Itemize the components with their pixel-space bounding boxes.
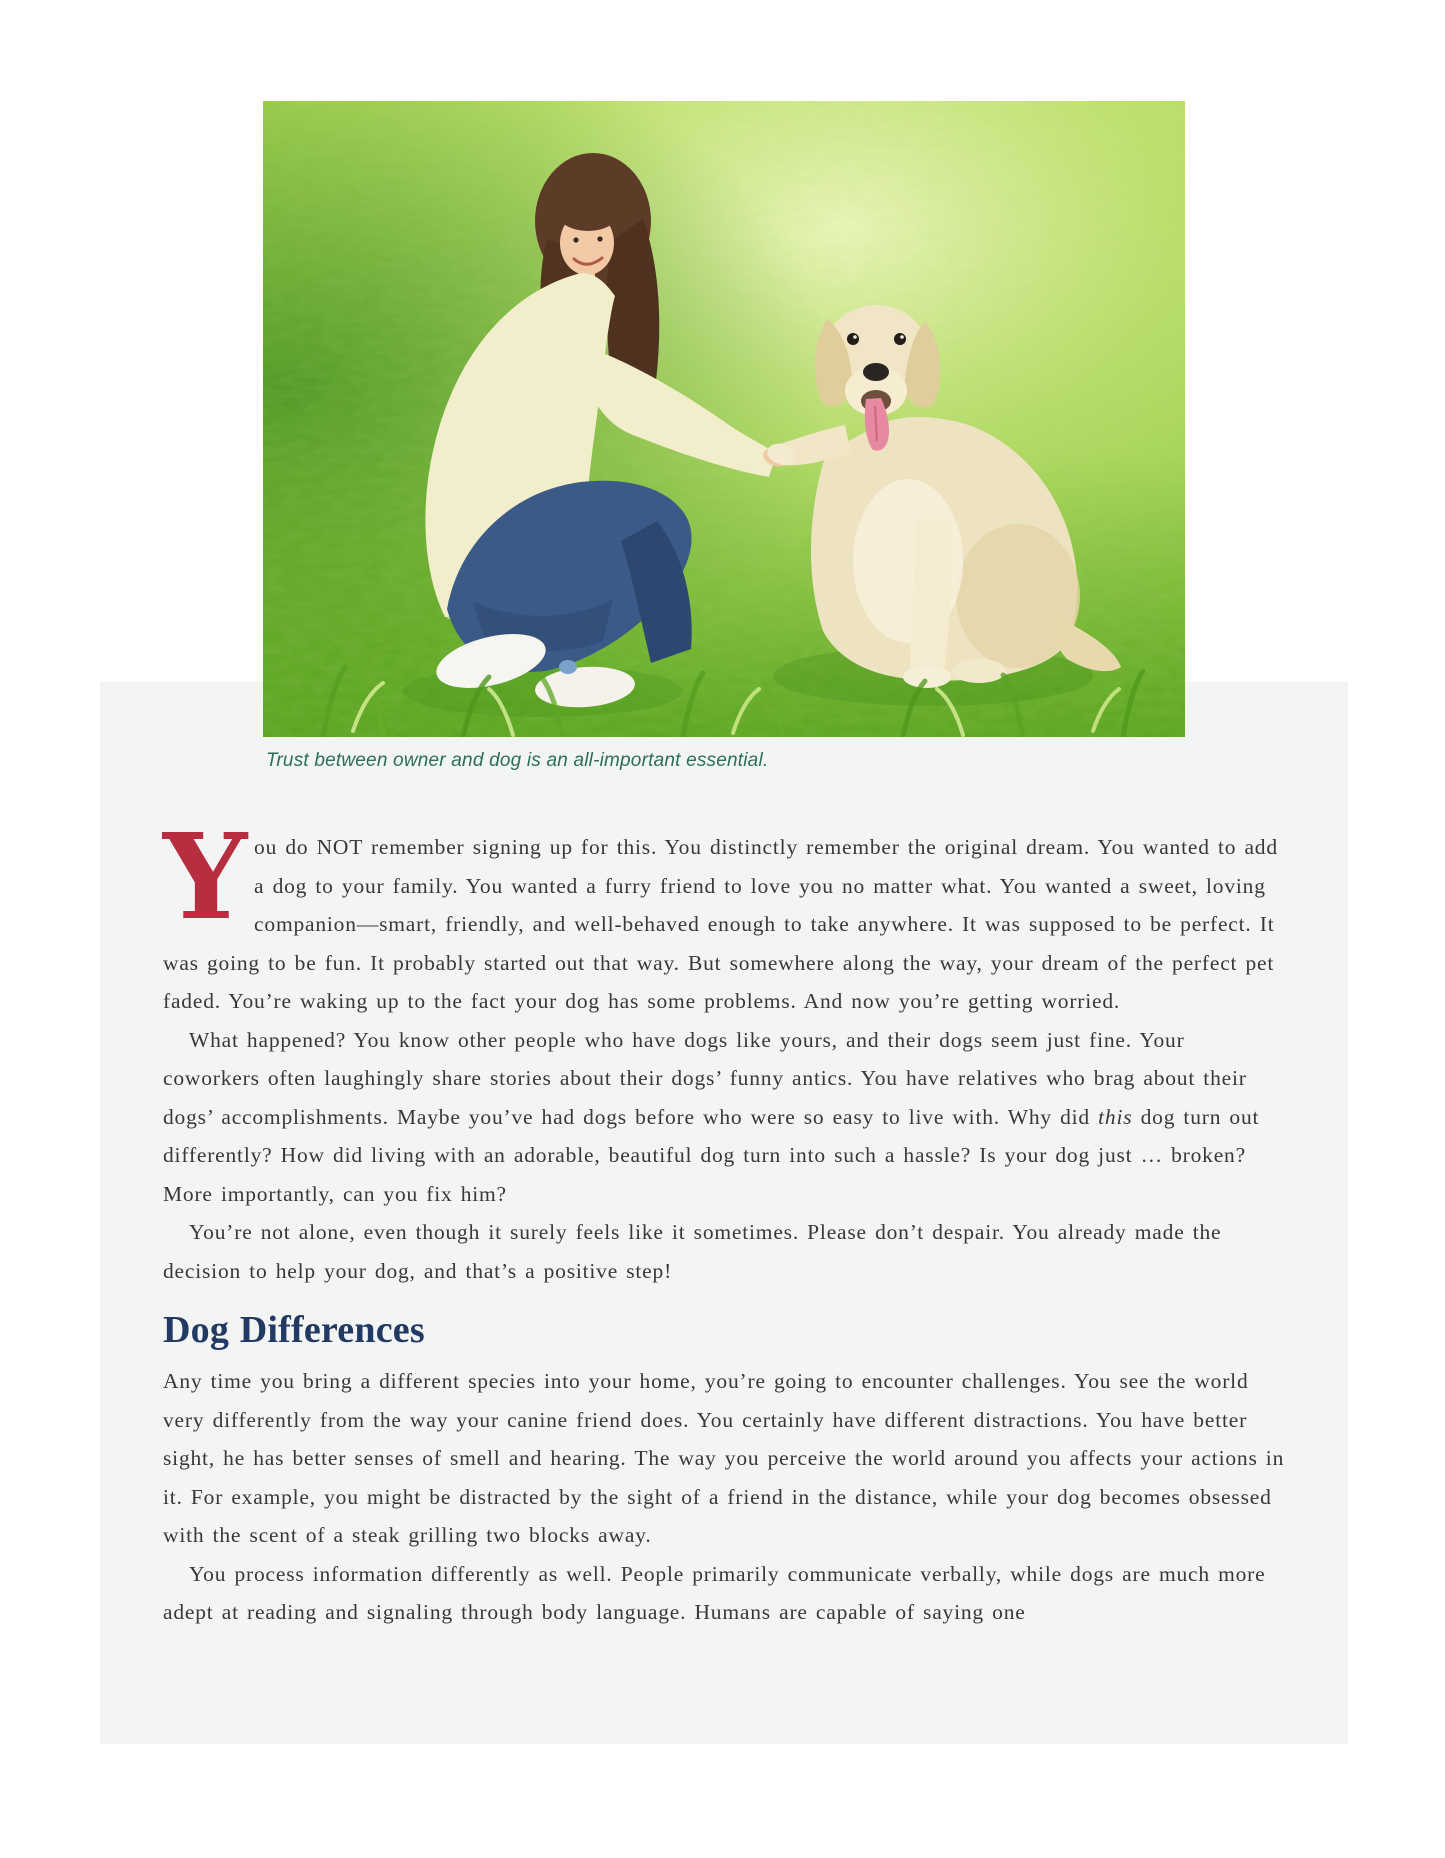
paragraph-1: [163, 807, 1285, 1021]
section-heading: Dog Differences: [163, 1309, 425, 1351]
article-body: [163, 807, 1285, 1632]
paragraph-1-text: ou do NOT remember signing up for this. You distinctly remember the original dream. You wanted to add a dog to your family. You wanted a furry friend to love you no matter what. You wanted a sweet, loving companion—smart, friendly, and well-behaved enough to take anywhere. It was supposed to be perfect. It was going to be fun. It probably started out that way. But somewhere along the way, your dream of the perfect pet faded. You’re waking up to the fact your dog has some problems. And now you’re getting worried.: [163, 835, 1278, 1013]
paragraph-4: Any time you bring a different species into your home, you’re going to encounter challenges. You see the world very differently from the way your canine friend does. You certainly have different distractions. You have better sight, he has better senses of smell and hearing. The way you perceive the world around you affects your actions in it. For example, you might be distracted by the sight of a friend in the distance, while your dog becomes obsessed with the scent of a steak grilling two blocks away.: [163, 1369, 1285, 1547]
paragraph-2-post: dog turn out differently? How did living with an adorable, beautiful dog turn into such a hassle? Is your dog just … broken? More importantly, can you fix him?: [163, 1104, 1260, 1206]
photo-illustration: [263, 101, 1185, 737]
photo-figure: [263, 101, 1185, 737]
dropcap-letter: Y: [163, 807, 249, 946]
paragraph-2-pre: What happened? You know other people who have dogs like yours, and their dogs seem just fine. Your coworkers often laughingly share stories about their dogs’ funny antics. You have relatives who brag about their dogs’ accomplishments. Maybe you’ve had dogs before who were so easy to live with. Why did: [163, 1027, 1247, 1129]
paragraph-2-emphasis: this: [1098, 1104, 1133, 1129]
paragraph-2: [163, 1021, 1285, 1214]
figure-caption: Trust between owner and dog is an all-important essential.: [266, 750, 769, 771]
paragraph-3: You’re not alone, even though it surely feels like it sometimes. Please don’t despair. You already made the decision to help your dog, and that’s a positive step!: [163, 1220, 1222, 1283]
paragraph-5: You process information differently as well. People primarily communicate verbally, while dogs are much more adept at reading and signaling through body language. Humans are capable of saying one: [163, 1561, 1266, 1624]
